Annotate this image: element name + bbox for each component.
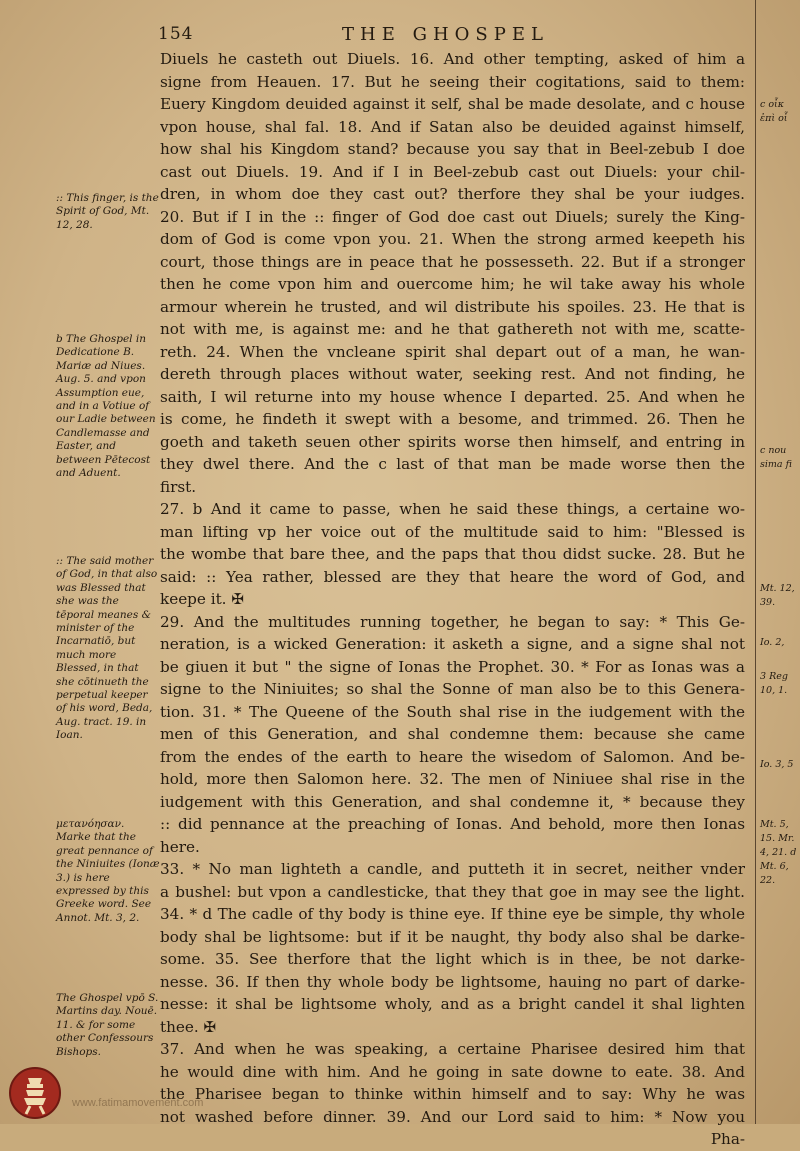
margin-reference: c nou sima fi <box>760 445 792 470</box>
text-line: said: :: Yea rather, blessed are they that heare the word of God, and <box>160 567 745 586</box>
text-line: court, those things are in peace that he possesseth. 22. But if a stronger <box>160 252 745 271</box>
margin-reference: Io. 3, 5 <box>760 759 794 770</box>
text-line: then he come vpon him and ouercome him; he wil take away his whole <box>160 275 745 293</box>
text-line: men of this Generation, and shal condemne them: because she came <box>160 725 745 743</box>
text-line: from the endes of the earth to heare the wisedom of Salomon. And be- <box>160 747 745 766</box>
text-line: Diuels he casteth out Diuels. 16. And other tempting, asked of him a <box>160 50 745 68</box>
text-line: the wombe that bare thee, and the paps that thou didst sucke. 28. But he <box>160 545 745 563</box>
margin-note: The Ghospel vpō S. Martins day. Nouē. 11. & for some other Confessours Bishops. <box>56 992 159 1058</box>
text-line: signe from Heauen. 17. But he seeing their cogitations, said to them: <box>160 72 745 91</box>
text-line: nesse. 36. If then thy whole body be lightsome, hauing no part of darke- <box>160 972 745 991</box>
watermark: www.fatimamovement.com <box>72 1097 204 1109</box>
text-line: some. 35. See therfore that the light which is in thee, be not darke- <box>160 950 745 968</box>
text-line: 37. And when he was speaking, a certaine Pharisee desired him that <box>160 1040 745 1058</box>
papal-seal-icon <box>8 1066 62 1120</box>
text-line: thee. ✠ <box>160 1017 217 1036</box>
text-line: 33. * No man lighteth a candle, and putteth it in secret, neither vnder <box>160 860 745 878</box>
text-line: how shal his Kingdom stand? because you say that in Beel-zebub I doe <box>160 140 745 158</box>
text-line: body shal be lightsome: but if it be naught, thy body also shal be darke- <box>160 927 745 946</box>
text-line: dren, in whom doe they cast out? therfore they shal be your iudges. <box>160 185 745 203</box>
text-line: 34. * d The cadle of thy body is thine eye. If thine eye be simple, thy whole <box>160 905 745 923</box>
text-line: armour wherein he trusted, and wil distribute his spoiles. 23. He that is <box>160 297 745 316</box>
text-line: goeth and taketh seuen other spirits worse then himself, and entring in <box>160 432 745 451</box>
text-line: iudgement with this Generation, and shal condemne it, * because they <box>160 792 745 811</box>
text-line: :: did pennance at the preaching of Ionas. And behold, more then Ionas <box>160 815 745 833</box>
text-line: the Pharisee began to thinke within himself and to say: Why he was <box>160 1085 745 1103</box>
text-line: he would dine with him. And he going in sate downe to eate. 38. And <box>160 1062 745 1081</box>
margin-reference: 3 Reg 10, 1. <box>760 671 788 696</box>
text-line: is come, he findeth it swept with a besome, and trimmed. 26. Then he <box>160 410 745 428</box>
margin-reference: Io. 2, <box>760 637 785 648</box>
margin-reference: Mt. 12, 39. <box>760 583 795 608</box>
text-line: 29. And the multitudes running together, he began to say: * This Ge- <box>160 612 745 631</box>
text-line: saith, I wil returne into my house whence I departed. 25. And when he <box>160 387 745 406</box>
text-line: first. <box>160 477 197 496</box>
text-line: be giuen it but " the signe of Ionas the Prophet. 30. * For as Ionas was a <box>160 657 745 676</box>
main-text-column <box>160 48 745 1151</box>
text-line: reth. 24. When the vncleane spirit shal depart out of a man, he wan- <box>160 342 745 361</box>
text-line: vpon house, shal fal. 18. And if Satan also be deuided against himself, <box>160 117 745 136</box>
text-line: dereth through places without water, seeking rest. And not finding, he <box>160 365 745 383</box>
text-line: they dwel there. And the c last of that man be made worse then the <box>160 455 745 473</box>
text-line: keepe it. ✠ <box>160 590 245 608</box>
running-title: THE GHOSPEL <box>342 24 549 45</box>
text-line: 27. b And it came to passe, when he said these things, a certaine wo- <box>160 500 745 518</box>
text-line: 20. But if I in the :: finger of God doe cast out Diuels; surely the King- <box>160 207 745 226</box>
text-line: dom of God is come vpon you. 21. When the strong armed keepeth his <box>160 230 745 248</box>
text-line: nesse: it shal be lightsome wholy, and as a bright candel it shal lighten <box>160 995 745 1013</box>
margin-note: :: This finger, is the Spirit of God, Mt. 12, 28. <box>56 192 159 231</box>
text-line: cast out Diuels. 19. And if I in Beel-zebub cast out Diuels: your chil- <box>160 162 745 181</box>
text-line: hold, more then Salomon here. 32. The men of Niniuee shal rise in the <box>160 770 745 788</box>
margin-reference: c οἶκ ἐπὶ οἶ <box>760 99 788 124</box>
text-line: neration, is a wicked Generation: it asketh a signe, and a signe shal not <box>160 635 745 653</box>
text-line: man lifting vp her voice out of the multitude said to him: "Blessed is <box>160 522 745 541</box>
page-number: 154 <box>158 24 194 44</box>
margin-note: :: The said mother of God, in that also was Blessed that she was the tēporal meanes & minister of the Incarnatiō, but much more Blessed, in that she cōtinueth the perpetual keeper of his word, Beda, Aug. tract. 19. in Ioan. <box>56 555 158 742</box>
text-line: Euery Kingdom deuided against it self, shal be made desolate, and c house <box>160 95 745 113</box>
text-line: tion. 31. * The Queene of the South shal rise in the iudgement with the <box>160 702 745 721</box>
text-line: signe to the Niniuites; so shal the Sonne of man also be to this Genera- <box>160 680 745 698</box>
text-line: Pha- <box>710 1130 745 1148</box>
text-line: a bushel: but vpon a candlesticke, that they that goe in may see the light. <box>160 882 745 901</box>
margin-note: b The Ghospel in Dedicatione B. Mariæ ad Niues. Aug. 5. and vpon Assumption eue, and in a Votiue of our Ladie between Candlemasse and Easter, and between Pētecost and Aduent. <box>56 333 156 480</box>
margin-reference: Mt. 5, 15. Mr. 4, 21. d Mt. 6, 22. <box>760 819 797 886</box>
text-line: not with me, is against me: and he that gathereth not with me, scatte- <box>160 320 745 338</box>
text-line: not washed before dinner. 39. And our Lord said to him: * Now you <box>160 1107 745 1126</box>
right-margin-notes <box>755 0 800 1124</box>
text-line: here. <box>160 837 200 856</box>
left-margin-notes <box>0 0 160 1124</box>
margin-note: μετανόησαν. Marke that the great pennance of the Niniuites (Ionæ 3.) is here expressed by this Greeke word. See Annot. Mt. 3, 2. <box>56 818 160 924</box>
